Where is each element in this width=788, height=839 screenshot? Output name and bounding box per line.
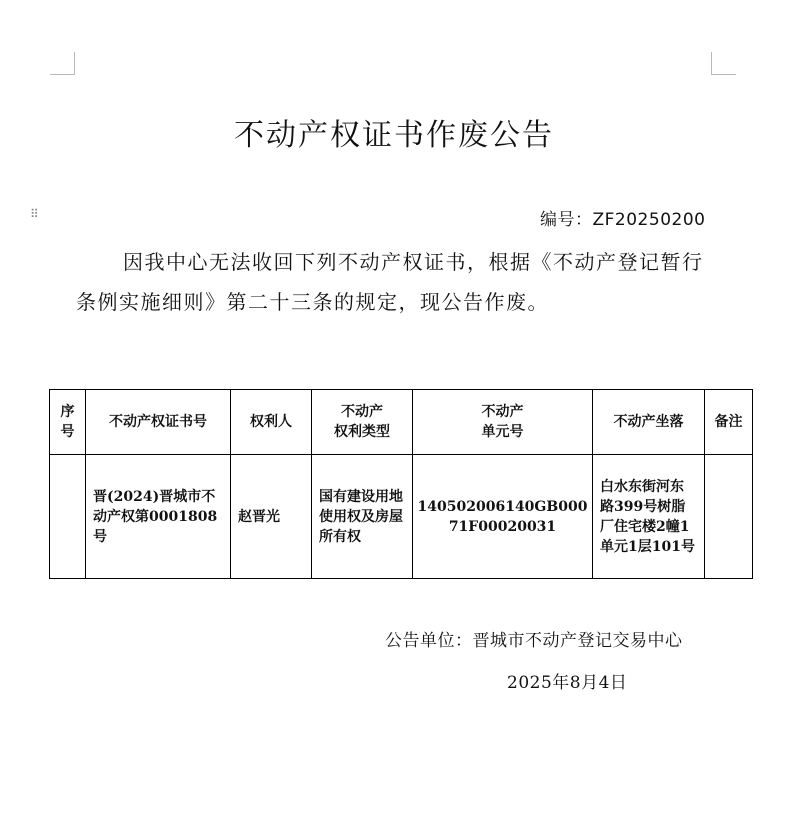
certificate-table — [49, 389, 753, 579]
table-header-row — [50, 390, 753, 455]
drag-handle-icon[interactable]: ⠿ — [30, 207, 39, 221]
header-cert-no: 不动产权证书号 — [86, 390, 231, 455]
header-location: 不动产坐落 — [593, 390, 705, 455]
header-unit-no — [413, 390, 593, 455]
header-right-type-line1: 不动产 — [341, 404, 383, 420]
page-corner-mark-top-right — [711, 52, 736, 75]
header-unit-no-line2: 单元号 — [481, 424, 524, 440]
cell-location: 白水东街河东路399号树脂厂住宅楼2幢1单元1层101号 — [593, 455, 705, 579]
header-right-type — [312, 390, 413, 455]
header-seq — [50, 390, 86, 455]
cell-right-type: 国有建设用地使用权及房屋所有权 — [312, 455, 413, 579]
table-row — [50, 455, 753, 579]
issuing-unit: 公告单位：晋城市不动产登记交易中心 — [385, 631, 683, 651]
issue-date: 2025年8月4日 — [507, 673, 628, 693]
cell-holder: 赵晋光 — [231, 455, 312, 579]
header-seq-line2: 号 — [60, 424, 75, 440]
header-right-type-line2: 权利类型 — [334, 424, 390, 440]
page-corner-mark-top-left — [50, 52, 75, 75]
announcement-paragraph: 因我中心无法收回下列不动产权证书，根据《不动产登记暂行条例实施细则》第二十三条的规定，现公告作废。 — [76, 250, 704, 314]
document-number: 编号：ZF20250200 — [540, 210, 706, 230]
header-seq-line1: 序 — [60, 404, 75, 420]
header-holder: 权利人 — [231, 390, 312, 455]
cell-seq — [50, 455, 86, 579]
cell-remark — [705, 455, 753, 579]
header-remark: 备注 — [705, 390, 753, 455]
cell-cert-no: 晋(2024)晋城市不动产权第0001808号 — [86, 455, 231, 579]
cell-unit-no: 140502006140GB00071F00020031 — [413, 455, 593, 579]
header-unit-no-line1: 不动产 — [481, 404, 524, 420]
document-title: 不动产权证书作废公告 — [234, 118, 554, 153]
